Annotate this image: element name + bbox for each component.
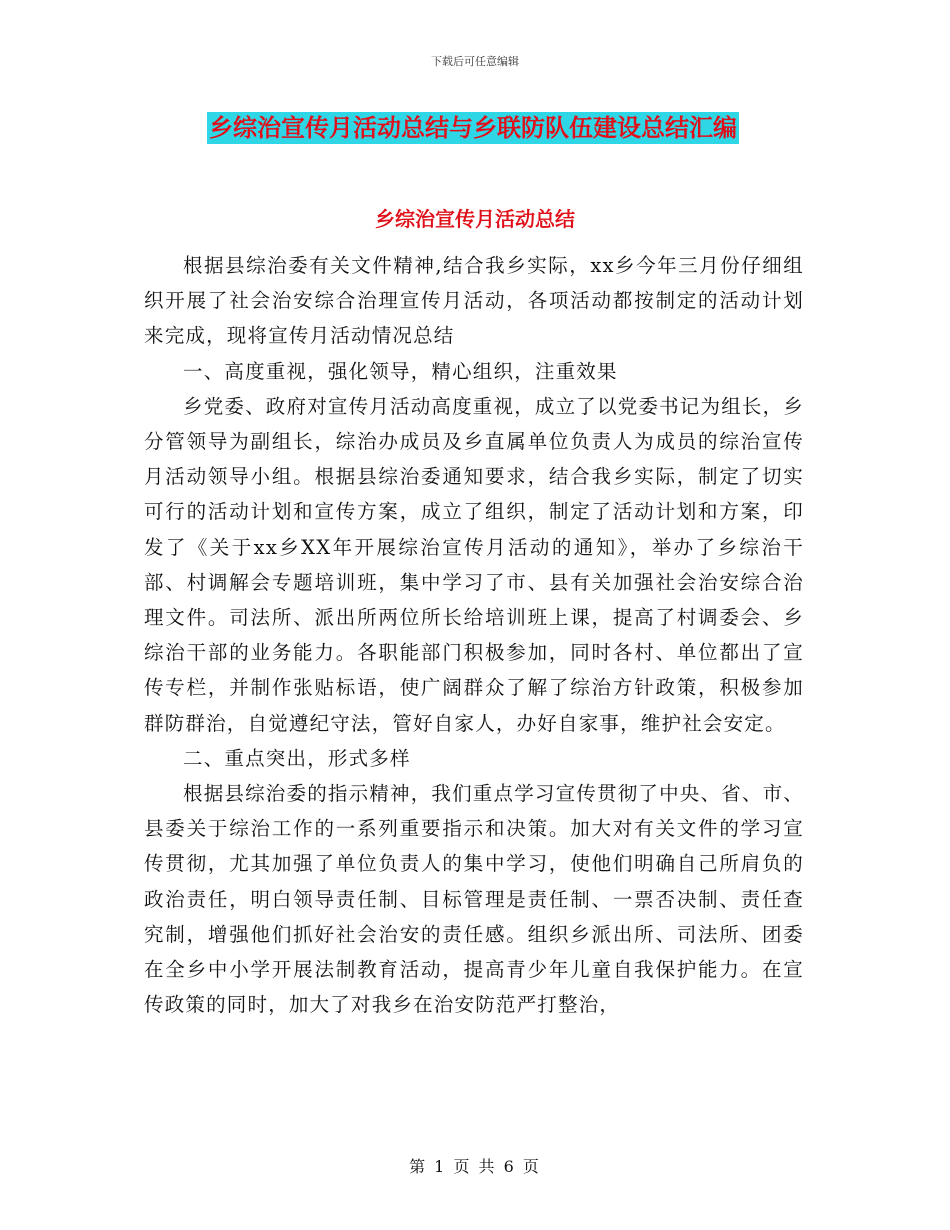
section-title: 乡综治宣传月活动总结 bbox=[375, 207, 575, 231]
paragraph-focus: 根据县综治委的指示精神，我们重点学习宣传贯彻了中央、省、市、县委关于综治工作的一系列重要指示和决策。加大对有关文件的学习宣传贯彻，尤其加强了单位负责人的集中学习，使他们明确自己所肩负的政治责任，明白领导责任制、目标管理是责任制、一票否决制、责任查究制，增强他们抓好社会治安的责任感。组织乡派出所、司法所、团委在全乡中小学开展法制教育活动，提高青少年儿童自我保护能力。在宣传政策的同时，加大了对我乡在治安防范严打整治， bbox=[144, 782, 805, 1017]
paragraph-leadership: 乡党委、政府对宣传月活动高度重视，成立了以党委书记为组长，乡分管领导为副组长，综治办成员及乡直属单位负责人为成员的综治宣传月活动领导小组。根据县综治委通知要求，结合我乡实际，制定了切实可行的活动计划和宣传方案，成立了组织，制定了活动计划和方案，印发了《关于xx乡XX年开展综治宣传月活动的通知》，举办了乡综治干部、村调解会专题培训班，集中学习了市、县有关加强社会治安综合治理文件。司法所、派出所两位所长给培训班上课，提高了村调委会、乡综治干部的业务能力。各职能部门积极参加，同时各村、单位都出了宣传专栏，并制作张贴标语，使广阔群众了解了综治方针政策，积极参加群防群治，自觉遵纪守法，管好自家人，办好自家事，维护社会安定。 bbox=[144, 394, 805, 735]
document-title: 乡综治宣传月活动总结与乡联防队伍建设总结汇编 bbox=[209, 114, 737, 142]
heading-one: 一、高度重视，强化领导，精心组织，注重效果 bbox=[183, 359, 618, 383]
page-footer: 第 1 页 共 6 页 bbox=[409, 1157, 541, 1176]
heading-two: 二、重点突出，形式多样 bbox=[183, 746, 411, 770]
header-note: 下载后可任意编辑 bbox=[431, 55, 519, 68]
paragraph-intro: 根据县综治委有关文件精神,结合我乡实际，xx乡今年三月份仔细组织开展了社会治安综合治理宣传月活动，各项活动都按制定的活动计划来完成，现将宣传月活动情况总结 bbox=[144, 254, 804, 348]
document-body bbox=[144, 248, 804, 1022]
